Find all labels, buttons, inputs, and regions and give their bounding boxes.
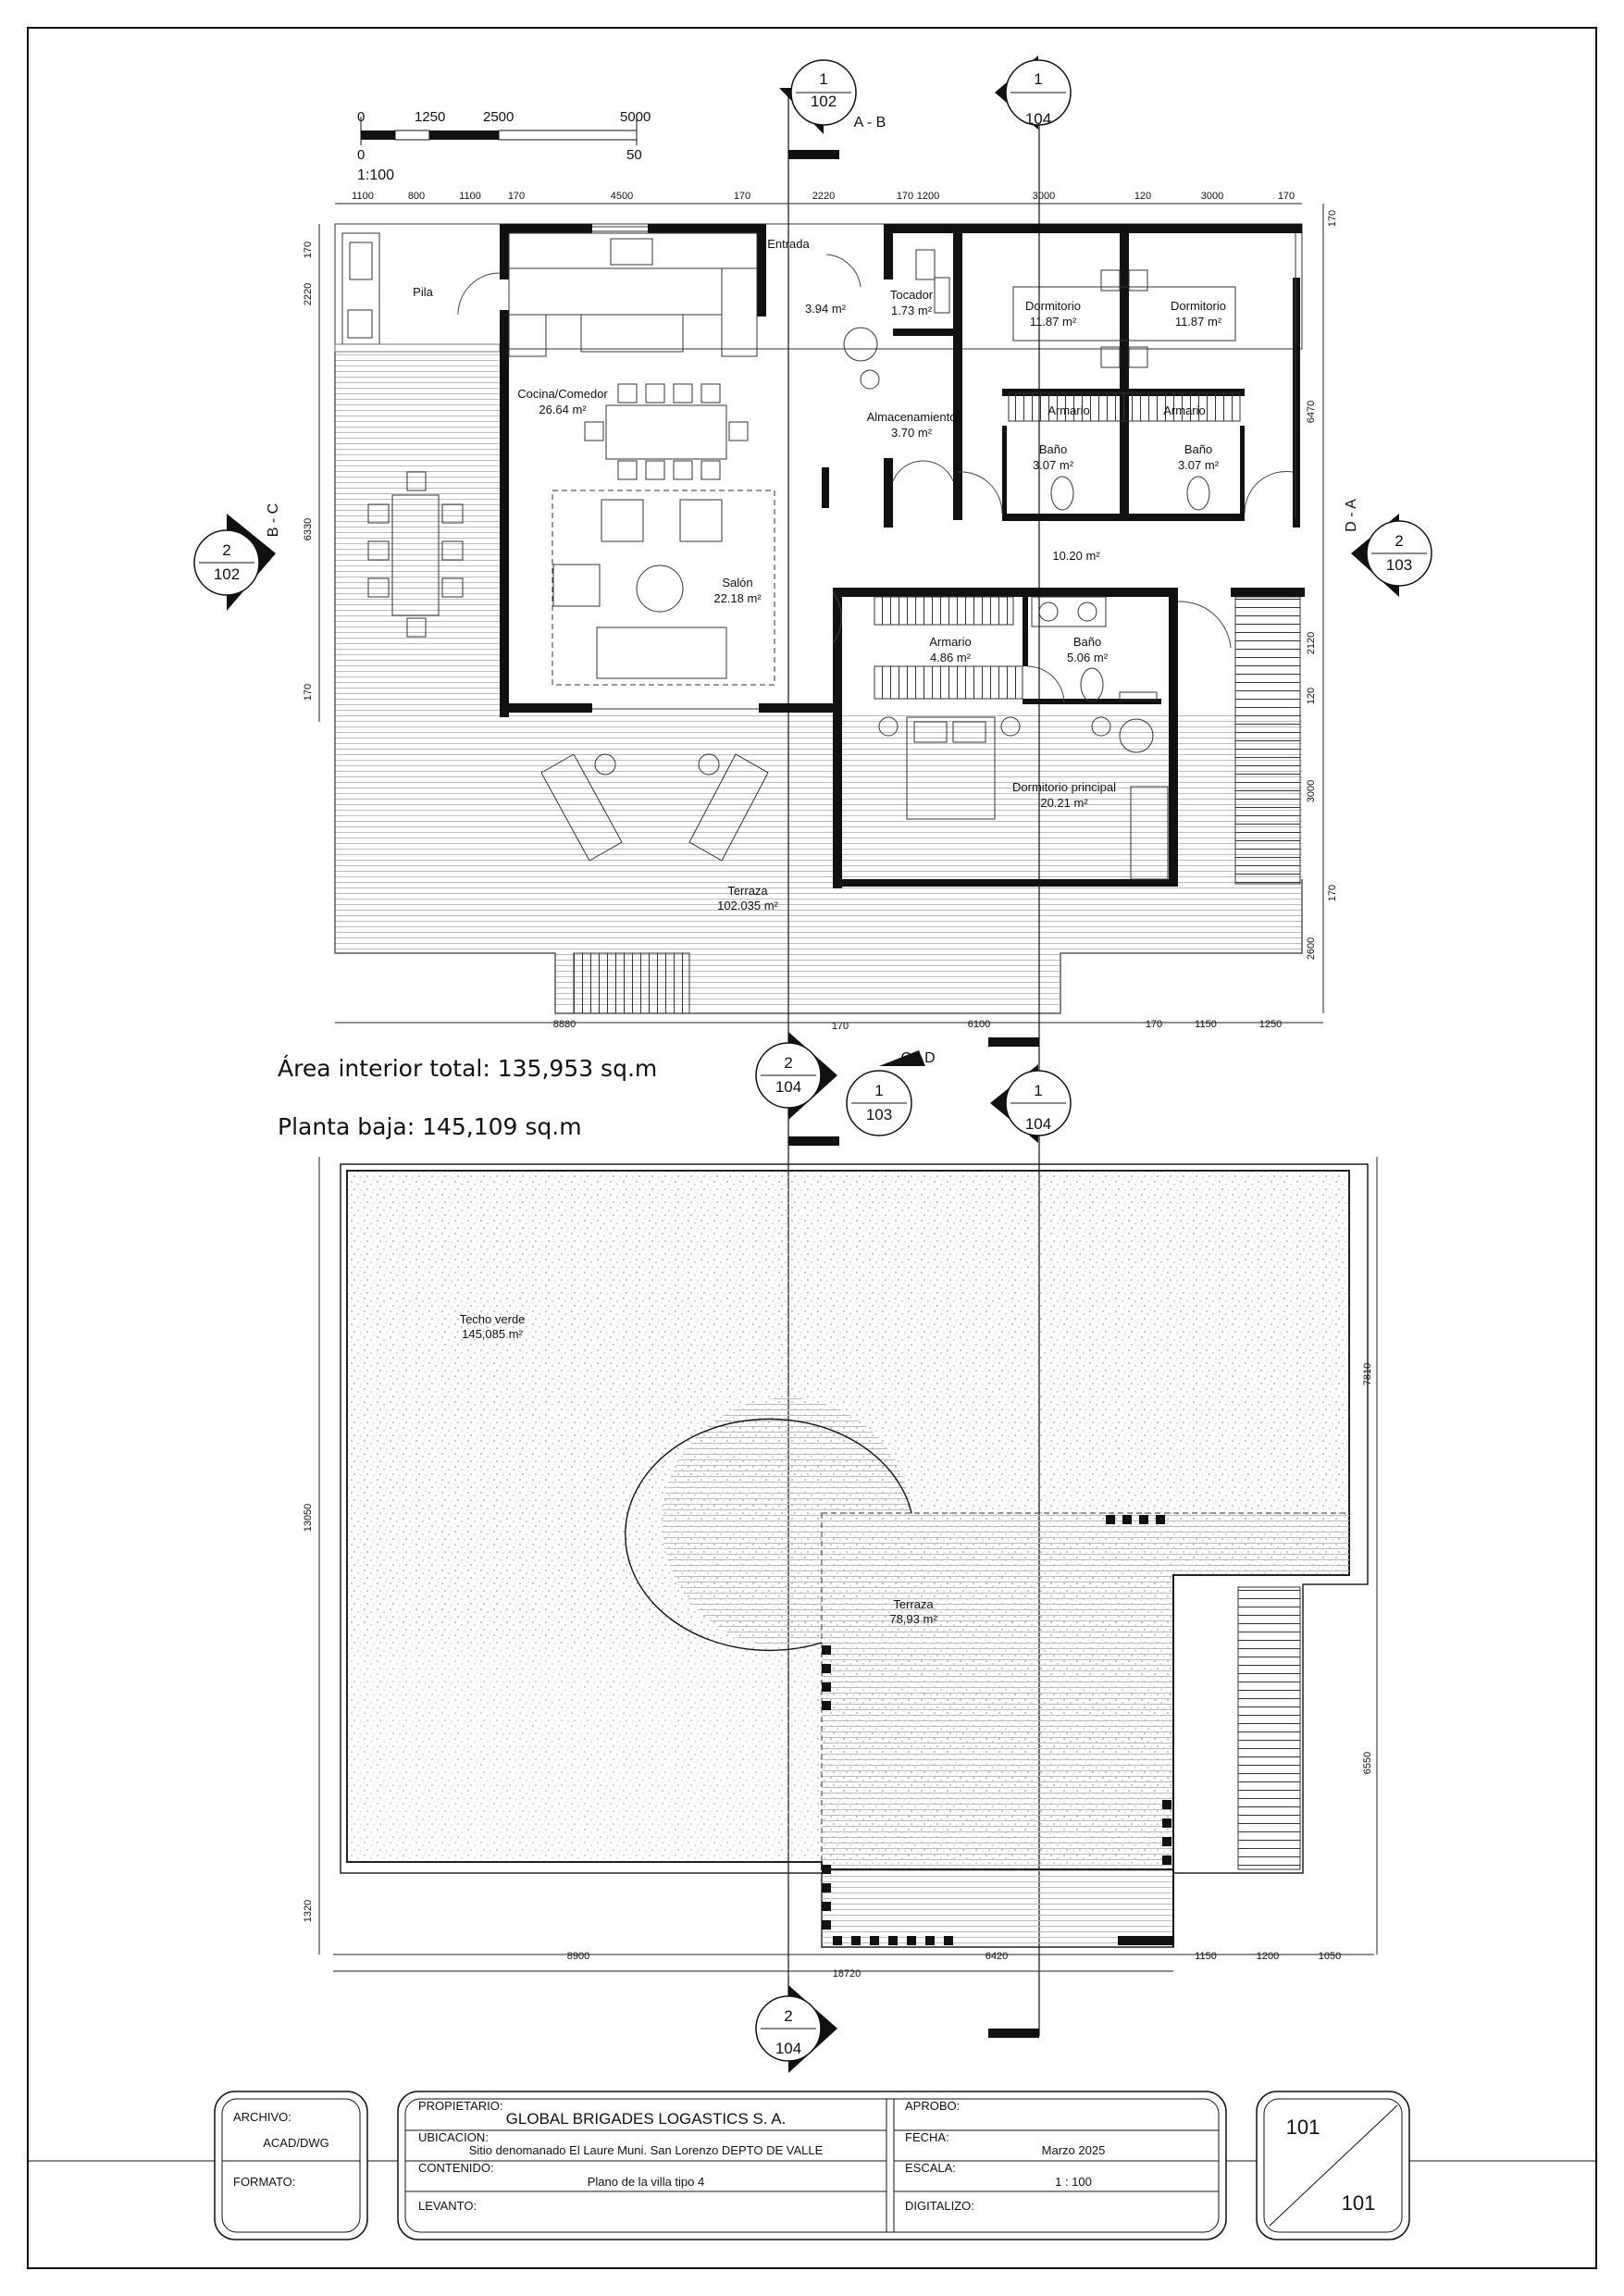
drawing-label: 2 [784, 1054, 793, 1072]
contenido-value: Plano de la villa tipo 4 [587, 2175, 705, 2189]
drawing-label: 170 [1327, 209, 1338, 228]
drawing-label: 1200 [916, 191, 940, 202]
drawing-label: 170 [1277, 191, 1295, 202]
room-area: 3.70 m² [890, 426, 933, 440]
drawing-label: 1320 [303, 1899, 314, 1923]
drawing-label: 13050 [303, 1503, 314, 1533]
room-area: 3.94 m² [804, 302, 847, 316]
drawing-label: 1 [819, 70, 828, 88]
room-name: Cocina/Comedor [517, 387, 608, 401]
drawing-label: 170 [507, 191, 526, 202]
room-name: Techo verde [459, 1312, 526, 1326]
escala-value: 1 : 100 [1055, 2175, 1092, 2189]
room-name: Terraza [727, 884, 768, 898]
room-name: Baño [1072, 635, 1102, 649]
section-label: A - B [853, 115, 886, 130]
drawing-label: 102 [213, 565, 241, 583]
room-area: 22.18 m² [713, 591, 762, 605]
section-marker [756, 1032, 837, 1120]
scale-tick-2500: 2500 [483, 109, 514, 125]
drawing-label: 170 [1145, 1019, 1163, 1030]
fecha-value: Marzo 2025 [1041, 2143, 1106, 2157]
drawing-label: 8880 [552, 1019, 576, 1030]
room-name: Armario [1163, 403, 1206, 417]
drawing-label: 800 [407, 191, 426, 202]
room-area: 26.64 m² [539, 403, 587, 416]
scale-tick-0: 0 [357, 109, 366, 125]
drawing-label: 170 [896, 191, 914, 202]
levanto-label: LEVANTO: [418, 2199, 477, 2213]
scale-tick-5000: 5000 [620, 109, 651, 125]
scale-tick-b0: 0 [357, 147, 366, 163]
ubicacion-label: UBICACION: [418, 2130, 489, 2144]
digitalizo-label: DIGITALIZO: [905, 2199, 974, 2213]
room-name: Almacenamiento [866, 410, 957, 424]
section-marker [1351, 514, 1432, 597]
room-area: 145,085 m² [462, 1327, 523, 1341]
fecha-label: FECHA: [905, 2130, 949, 2144]
section-label: D - A [1344, 499, 1359, 532]
drawing-label: 120 [1306, 687, 1317, 705]
room-name: Armario [1048, 403, 1090, 417]
drawing-label: 170 [303, 241, 314, 259]
escala-label: ESCALA: [905, 2161, 956, 2175]
archivo-value: ACAD/DWG [263, 2136, 329, 2150]
drawing-label: 6100 [967, 1019, 991, 1030]
drawing-label: 1050 [1318, 1951, 1342, 1962]
drawing-label: 104 [775, 1078, 802, 1096]
room-name: Baño [1038, 442, 1068, 456]
drawing-label: 104 [1024, 110, 1052, 128]
drawing-label: 2 [1395, 532, 1404, 550]
room-name: Pila [413, 285, 433, 299]
aprobo-label: APROBO: [905, 2099, 961, 2113]
propietario-label: PROPIETARIO: [418, 2099, 503, 2113]
room-name: Entrada [767, 237, 810, 251]
ground-floor-area: Planta baja: 145,109 sq.m [278, 1113, 582, 1140]
drawing-label: 1200 [1256, 1951, 1280, 1962]
drawing-label: 170 [831, 1021, 849, 1032]
room-area: 20.21 m² [1040, 796, 1088, 810]
room-name: Baño [1184, 442, 1213, 456]
drawing-label: 1 [1034, 1082, 1043, 1099]
formato-label: FORMATO: [233, 2175, 296, 2189]
room-area: 11.87 m² [1174, 315, 1222, 329]
drawing-label: 6550 [1362, 1751, 1373, 1775]
drawing-label: 18720 [832, 1968, 862, 1980]
sheet-number: 101 [1285, 2116, 1320, 2139]
room-area: 3.07 m² [1032, 458, 1074, 472]
section-label: C - D [900, 1050, 936, 1066]
scale-tick-b50: 50 [626, 147, 642, 163]
drawing-label: 3000 [1200, 191, 1224, 202]
room-area: 1.73 m² [890, 304, 933, 317]
room-area: 11.87 m² [1029, 315, 1077, 329]
room-name: Dormitorio [1171, 299, 1226, 313]
room-area: 5.06 m² [1066, 651, 1109, 664]
sheet-border [28, 28, 1596, 2268]
scale-tick-1250: 1250 [415, 109, 446, 125]
section-label: B - C [266, 503, 281, 538]
drawing-label: 6470 [1306, 400, 1317, 424]
section-marker [777, 60, 856, 134]
drawing-label: 1250 [1258, 1019, 1283, 1030]
ubicacion-value: Sitio denomanado El Laure Muni. San Lorenzo DEPTO DE VALLE [468, 2143, 824, 2157]
room-name: Armario [929, 635, 972, 649]
drawing-label: 1100 [459, 191, 481, 202]
title-block [28, 2091, 1596, 2240]
drawing-label: 1 [874, 1082, 884, 1099]
drawing-label: 2120 [1306, 631, 1317, 655]
drawing-label: 170 [733, 191, 751, 202]
room-name: Salón [722, 576, 753, 590]
total-interior-area: Área interior total: 135,953 sq.m [278, 1055, 658, 1082]
room-area: 102.035 m² [717, 899, 778, 912]
drawing-label: 104 [775, 2040, 802, 2057]
drawing-label: 3000 [1306, 779, 1317, 803]
scale-bar [357, 109, 651, 183]
drawing-label: 8900 [566, 1951, 590, 1962]
drawing-label: 170 [1327, 884, 1338, 902]
section-marker [756, 1985, 837, 2073]
drawing-label: 104 [1024, 1115, 1052, 1133]
archivo-label: ARCHIVO: [233, 2110, 291, 2124]
drawing-label: 2 [222, 541, 231, 559]
roof-plan [341, 1164, 1368, 1947]
drawing-label: 120 [1134, 191, 1152, 202]
drawing-label: 1100 [352, 191, 374, 202]
drawing-label: 4500 [610, 191, 634, 202]
room-area: 10.20 m² [1052, 549, 1100, 563]
drawing-label: 2220 [303, 282, 314, 306]
contenido-label: CONTENIDO: [418, 2161, 494, 2175]
sheet-total: 101 [1341, 2191, 1376, 2215]
scale-ratio: 1:100 [357, 168, 395, 183]
drawing-label: 2 [784, 2007, 793, 2025]
room-name: Dormitorio principal [1012, 780, 1116, 794]
room-area: 4.86 m² [929, 651, 972, 664]
drawing-label: 170 [303, 683, 314, 701]
room-name: Terraza [893, 1597, 934, 1611]
drawing-label: 6330 [303, 517, 314, 541]
room-area: 3.07 m² [1177, 458, 1220, 472]
drawing-label: 2220 [812, 191, 836, 202]
drawing-label: 2600 [1306, 937, 1317, 961]
room-name: Tocador [889, 288, 934, 302]
drawing-label: 3000 [1032, 191, 1056, 202]
drawing-label: 1150 [1195, 1019, 1217, 1030]
propietario-value: GLOBAL BRIGADES LOGASTICS S. A. [505, 2110, 787, 2128]
section-marker [194, 514, 276, 611]
drawing-label: 7810 [1362, 1362, 1373, 1386]
section-marker [990, 1064, 1071, 1143]
drawing-label: 102 [810, 93, 837, 110]
room-area: 78,93 m² [889, 1612, 937, 1626]
drawing-label: 1150 [1195, 1951, 1217, 1962]
room-name: Dormitorio [1025, 299, 1081, 313]
drawing-label: 103 [1385, 556, 1413, 574]
drawing-label: 103 [865, 1106, 893, 1123]
drawing-label: 1 [1034, 70, 1043, 88]
drawing-label: 6420 [985, 1951, 1009, 1962]
section-marker [995, 56, 1071, 130]
